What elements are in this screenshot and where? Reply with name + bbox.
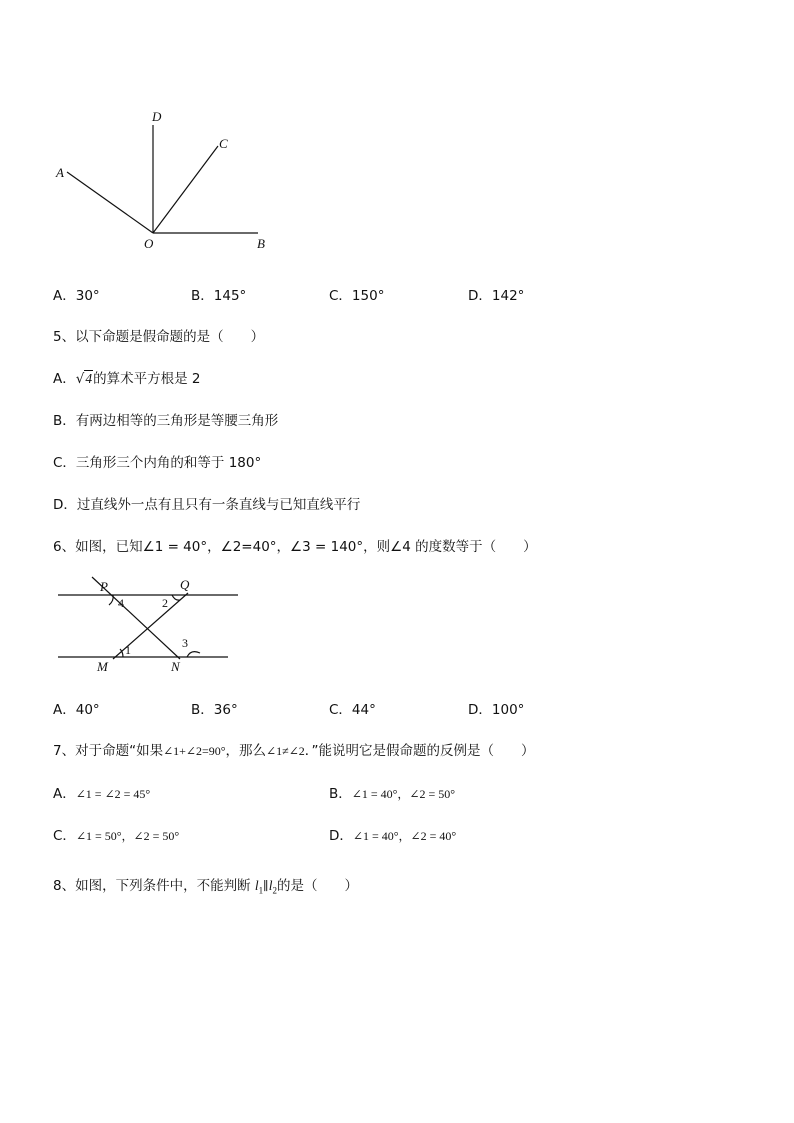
parallel-symbol: ∥ [263, 879, 269, 893]
q5-option-c: C．三角形三个内角的和等于 180° [53, 455, 262, 471]
label-2: 2 [162, 596, 168, 610]
q5-option-a [53, 367, 201, 387]
label-a: A [56, 165, 64, 180]
label-m: M [97, 659, 108, 674]
q6-option-c: C．44° [329, 702, 376, 718]
q4-option-b: B．145° [191, 288, 247, 304]
q4-option-a: A．30° [53, 288, 100, 304]
q7-stem [53, 739, 535, 759]
q6-stem: 6、如图，已知∠1 = 40°，∠2=40°，∠3 = 140°，则∠4 的度数等于（ ） [53, 539, 537, 555]
line-l1: l [254, 878, 259, 893]
q7-option-c-prefix: C． [53, 828, 76, 844]
q5-option-a-suffix: 的算术平方根是 2 [93, 371, 201, 387]
q7-stem-mid: ，那么 [225, 743, 267, 759]
q6-option-d: D．100° [468, 702, 525, 718]
q8-stem [53, 874, 358, 896]
q7-option-b-math: ∠1 = 40°，∠2 = 50° [351, 787, 456, 801]
label-p: P [100, 579, 108, 594]
label-4: 4 [118, 596, 124, 610]
q4-option-c: C．150° [329, 288, 385, 304]
q7-option-a-math: ∠1 = ∠2 = 45° [75, 787, 151, 801]
q8-stem-suffix: 的是（ ） [276, 878, 358, 894]
label-q: Q [180, 577, 190, 592]
label-1: 1 [125, 643, 131, 657]
q7-conclusion: ∠1≠∠2 [266, 744, 305, 758]
q8-stem-prefix: 8、如图，下列条件中，不能判断 [53, 878, 251, 894]
q7-option-b-prefix: B． [329, 786, 352, 802]
label-d: D [152, 109, 162, 124]
ray-oa [67, 172, 153, 233]
sqrt-radicand: 4 [85, 371, 93, 386]
line-l1-subscript: 1 [258, 885, 264, 896]
q7-condition: ∠1+∠2=90° [163, 744, 226, 758]
q7-option-d-prefix: D． [329, 828, 353, 844]
ray-oc [153, 146, 218, 233]
q7-option-a [53, 782, 150, 802]
q5-option-a-prefix: A． [53, 371, 76, 387]
parallel-lines-figure-q6 [50, 575, 240, 675]
angle-figure-q4 [50, 105, 290, 255]
q5-option-d: D．过直线外一点有且只有一条直线与已知直线平行 [53, 497, 361, 513]
label-c: C [219, 136, 228, 151]
q6-option-b: B．36° [191, 702, 238, 718]
q5-option-b: B．有两边相等的三角形是等腰三角形 [53, 413, 279, 429]
q7-option-d [329, 824, 456, 844]
angle-arc-2 [172, 595, 180, 600]
q4-option-d: D．142° [468, 288, 525, 304]
line-l2: l [268, 878, 273, 893]
q6-option-a: A．40° [53, 702, 100, 718]
label-n: N [171, 659, 180, 674]
q7-option-c [53, 824, 179, 844]
angle-arc-3 [187, 652, 200, 657]
q7-stem-suffix: ．”能说明它是假命题的反例是（ ） [304, 743, 535, 759]
label-3: 3 [182, 636, 188, 650]
q7-stem-prefix: 7、对于命题“如果 [53, 743, 164, 759]
label-b: B [257, 236, 265, 251]
q5-stem: 5、以下命题是假命题的是（ ） [53, 329, 265, 345]
q7-option-d-math: ∠1 = 40°，∠2 = 40° [352, 829, 457, 843]
q7-option-b [329, 782, 455, 802]
q7-option-a-prefix: A． [53, 786, 76, 802]
q7-option-c-math: ∠1 = 50°，∠2 = 50° [75, 829, 180, 843]
label-o: O [144, 236, 154, 251]
line-l2-subscript: 2 [272, 885, 277, 896]
sqrt-sign: √ [75, 371, 85, 387]
